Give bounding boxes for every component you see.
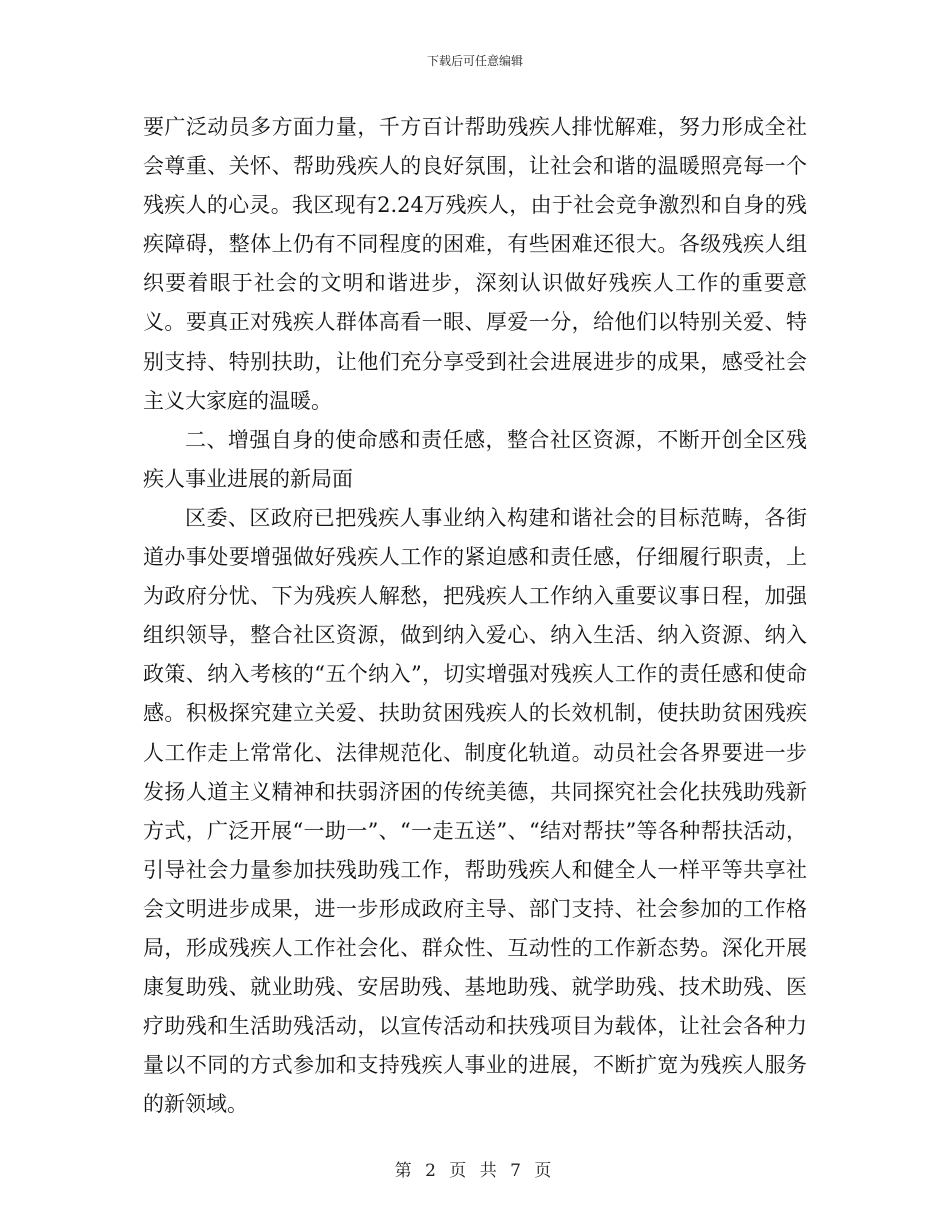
section-heading: 二、增强自身的使命感和责任感，整合社区资源，不断开创全区残疾人事业进展的新局面 bbox=[143, 427, 807, 491]
page-number-footer: 第 2 页 共 7 页 bbox=[394, 1161, 556, 1181]
page-header: 下载后可任意编辑 bbox=[426, 54, 523, 68]
paragraph-continuation: 要广泛动员多方面力量，千方百计帮助残疾人排忧解难，努力形成全社会尊重、关怀、帮助残疾人的良好氛围，让社会和谐的温暖照亮每一个残疾人的心灵。我区现有2.24万残疾人，由于社会竞争激烈和自身的残疾障碍，整体上仍有不同程度的困难，有些困难还很大。各级残疾人组织要着眼于社会的文明和谐进步，深刻认识做好残疾人工作的重要意义。要真正对残疾人群体高看一眼、厚爱一分，给他们以特别关爱、特别支持、特别扶助，让他们充分享受到社会进展进步的成果，感受社会主义大家庭的温暖。 bbox=[143, 115, 807, 413]
paragraph-body: 区委、区政府已把残疾人事业纳入构建和谐社会的目标范畴，各街道办事处要增强做好残疾人工作的紧迫感和责任感，仔细履行职责，上为政府分忧、下为残疾人解愁，把残疾人工作纳入重要议事日程，加强组织领导，整合社区资源，做到纳入爱心、纳入生活、纳入资源、纳入政策、纳入考核的“五个纳入”，切实增强对残疾人工作的责任感和使命感。积极探究建立关爱、扶助贫困残疾人的长效机制，使扶助贫困残疾人工作走上常常化、法律规范化、制度化轨道。动员社会各界要进一步发扬人道主义精神和扶弱济困的传统美德，共同探究社会化扶残助残新方式，广泛开展“一助一”、“一走五送”、“结对帮扶”等各种帮扶活动，引导社会力量参加扶残助残工作，帮助残疾人和健全人一样平等共享社会文明进步成果，进一步形成政府主导、部门支持、社会参加的工作格局，形成残疾人工作社会化、群众性、互动性的工作新态势。深化开展康复助残、就业助残、安居助残、基地助残、就学助残、技术助残、医疗助残和生活助残活动，以宣传活动和扶残项目为载体，让社会各种力量以不同的方式参加和支持残疾人事业的进展，不断扩宽为残疾人服务的新领域。 bbox=[143, 505, 807, 1117]
document-body bbox=[143, 108, 807, 1124]
